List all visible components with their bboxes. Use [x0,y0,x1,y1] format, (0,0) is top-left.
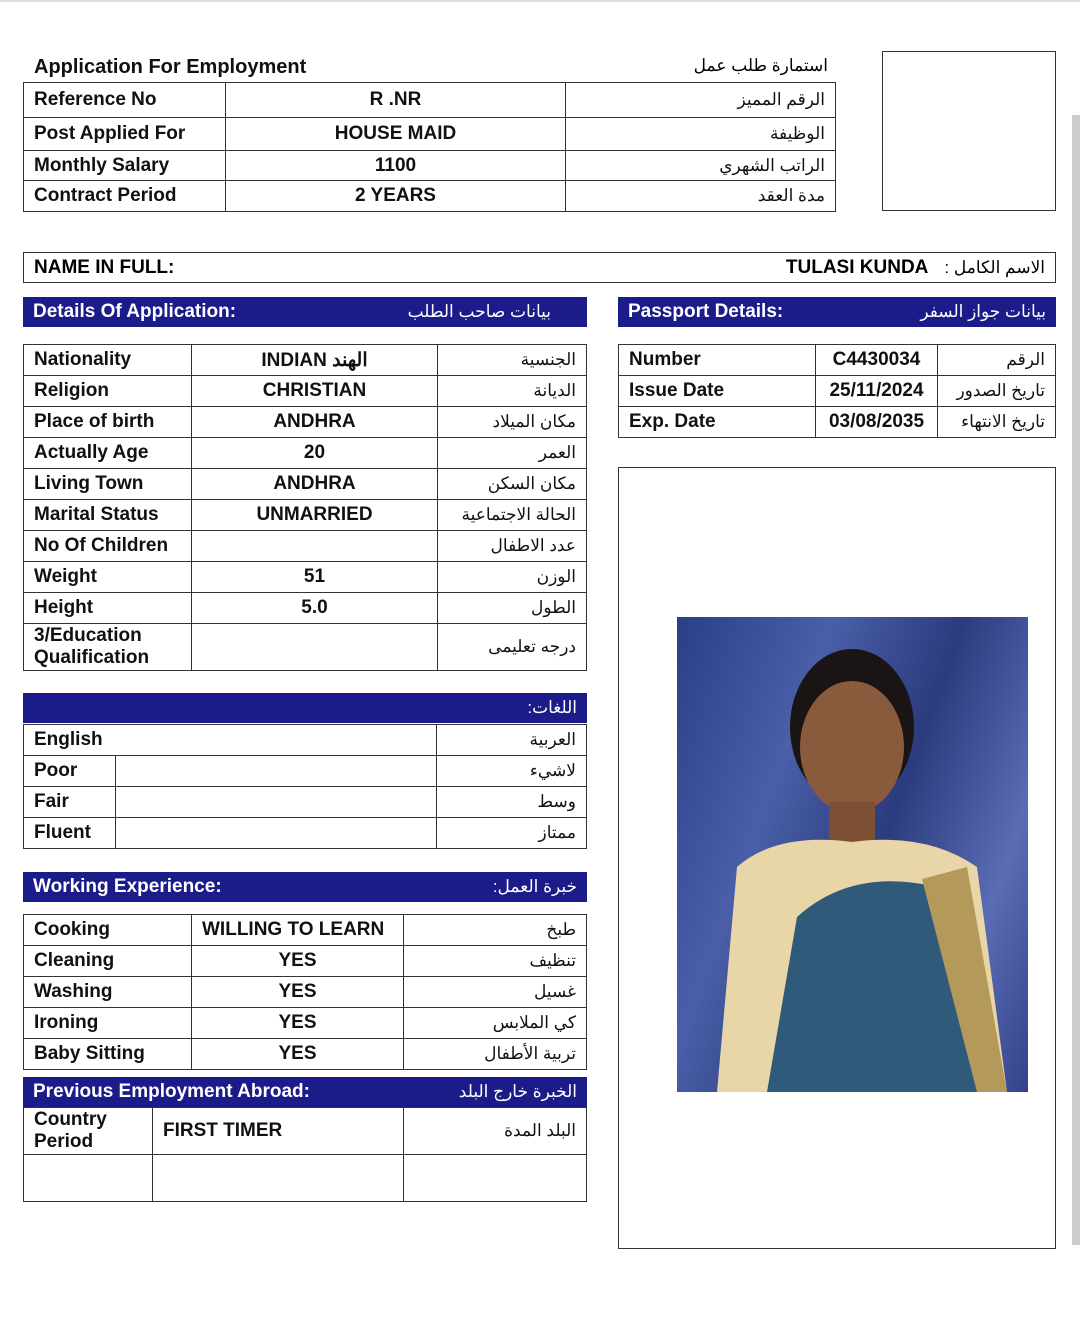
fluent-label-ar: ممتاز [437,818,587,849]
english-label: English [24,725,437,756]
languages-header [23,693,587,723]
poor-value [116,756,437,787]
post-label-ar: الوظيفة [566,118,836,151]
cell-ar: الرقم [938,345,1056,376]
cell-ar: مكان الميلاد [438,407,587,438]
cell-label: No Of Children [24,531,192,562]
table-row [24,915,587,946]
reference-label: Reference No [24,83,226,118]
cell-ar: غسيل [404,977,587,1008]
cell-ar: العمر [438,438,587,469]
cell-ar: الطول [438,593,587,624]
cell-label: Cooking [24,915,192,946]
cell-label: Washing [24,977,192,1008]
cell-label: Exp. Date [619,407,816,438]
languages-table [23,724,587,849]
country-period-label-ar: البلد المدة [404,1108,587,1155]
applicant-photo [677,617,1028,1092]
experience-title: Working Experience: [33,876,222,897]
salary-value: 1100 [226,151,566,181]
cell-label: Nationality [24,345,192,376]
table-row [24,531,587,562]
cell-ar: تاريخ الصدور [938,376,1056,407]
table-row [24,469,587,500]
passport-title-ar: بيانات جواز السفر [920,302,1046,321]
cell-value: YES [192,1008,404,1039]
table-row [24,1039,587,1070]
cell-ar: مكان السكن [438,469,587,500]
fluent-value [116,818,437,849]
cell-ar: عدد الاطفال [438,531,587,562]
table-row [24,562,587,593]
scrollbar[interactable] [1072,115,1080,1245]
cell-label: Issue Date [619,376,816,407]
fluent-label: Fluent [24,818,116,849]
table-row [24,345,587,376]
contract-label: Contract Period [24,181,226,212]
form-title-ar: استمارة طلب عمل [693,56,828,75]
salary-label: Monthly Salary [24,151,226,181]
english-label-ar: العربية [437,725,587,756]
cell-label: Marital Status [24,500,192,531]
cell-value: UNMARRIED [192,500,438,531]
cell-value: 20 [192,438,438,469]
cell-value: YES [192,977,404,1008]
cell-ar: تربية الأطفال [404,1039,587,1070]
cell-ar: تاريخ الانتهاء [938,407,1056,438]
fair-label: Fair [24,787,116,818]
contract-label-ar: مدة العقد [566,181,836,212]
experience-table [23,914,587,1070]
cell-label: Place of birth [24,407,192,438]
country-period-label: Country Period [24,1108,153,1155]
cell-value: 5.0 [192,593,438,624]
cell-value: INDIAN الهند [192,345,438,376]
cell-ar: الجنسية [438,345,587,376]
table-row [24,438,587,469]
details-title-ar: بيانات صاحب الطلب [407,302,551,321]
cell-value: 03/08/2035 [816,407,938,438]
table-row [619,345,1056,376]
cell-value: C4430034 [816,345,938,376]
name-value: TULASI KUNDA [785,256,929,278]
abroad-title-ar: الخبرة خارج البلد [458,1082,577,1101]
abroad-header [23,1077,587,1107]
cell-label: Living Town [24,469,192,500]
details-header [23,297,587,327]
cell-value: 51 [192,562,438,593]
cell-value: YES [192,1039,404,1070]
cell-label: Height [24,593,192,624]
cell-value: YES [192,946,404,977]
cell-ar: الديانة [438,376,587,407]
details-table [23,344,587,671]
experience-header [23,872,587,902]
table-row [24,376,587,407]
fair-label-ar: وسط [437,787,587,818]
cell-value [192,531,438,562]
reference-value: R .NR [226,83,566,118]
abroad-title: Previous Employment Abroad: [33,1081,310,1102]
cell-ar: الوزن [438,562,587,593]
post-label: Post Applied For [24,118,226,151]
table-row [24,624,587,671]
top-table [23,82,836,212]
small-photo-box [882,51,1056,211]
empty-cell [404,1155,587,1202]
reference-label-ar: الرقم المميز [566,83,836,118]
empty-cell [153,1155,404,1202]
table-row [24,946,587,977]
poor-label: Poor [24,756,116,787]
cell-label: Number [619,345,816,376]
table-row [619,376,1056,407]
cell-value: ANDHRA [192,407,438,438]
passport-title: Passport Details: [628,301,784,322]
cell-label: Baby Sitting [24,1039,192,1070]
empty-cell [24,1155,153,1202]
passport-header [618,297,1056,327]
full-name-row [23,252,1056,283]
name-label: NAME IN FULL: [34,256,175,278]
table-row [24,407,587,438]
fair-value [116,787,437,818]
experience-title-ar: خبرة العمل: [492,877,577,896]
table-row [24,977,587,1008]
cell-value: 25/11/2024 [816,376,938,407]
cell-label: Ironing [24,1008,192,1039]
table-row [619,407,1056,438]
cell-value: ANDHRA [192,469,438,500]
details-title: Details Of Application: [33,301,237,322]
languages-title-ar: اللغات: [527,698,577,717]
poor-label-ar: لاشيء [437,756,587,787]
cell-ar: الحالة الاجتماعية [438,500,587,531]
cell-label: Weight [24,562,192,593]
form-title: Application For Employment [34,56,307,78]
table-row [24,500,587,531]
salary-label-ar: الراتب الشهري [566,151,836,181]
contract-value: 2 YEARS [226,181,566,212]
name-label-ar: الاسم الكامل : [944,257,1045,277]
cell-ar: درجه تعليمى [438,624,587,671]
abroad-table [23,1107,587,1202]
cell-label: Religion [24,376,192,407]
cell-label: 3/Education Qualification [24,624,192,671]
table-row [24,593,587,624]
country-period-value: FIRST TIMER [153,1108,404,1155]
cell-label: Cleaning [24,946,192,977]
table-row [24,1008,587,1039]
cell-label: Actually Age [24,438,192,469]
cell-ar: كي الملابس [404,1008,587,1039]
cell-value: WILLING TO LEARN [192,915,404,946]
cell-value [192,624,438,671]
post-value: HOUSE MAID [226,118,566,151]
passport-table [618,344,1056,438]
cell-ar: طبخ [404,915,587,946]
cell-ar: تنظيف [404,946,587,977]
cell-value: CHRISTIAN [192,376,438,407]
